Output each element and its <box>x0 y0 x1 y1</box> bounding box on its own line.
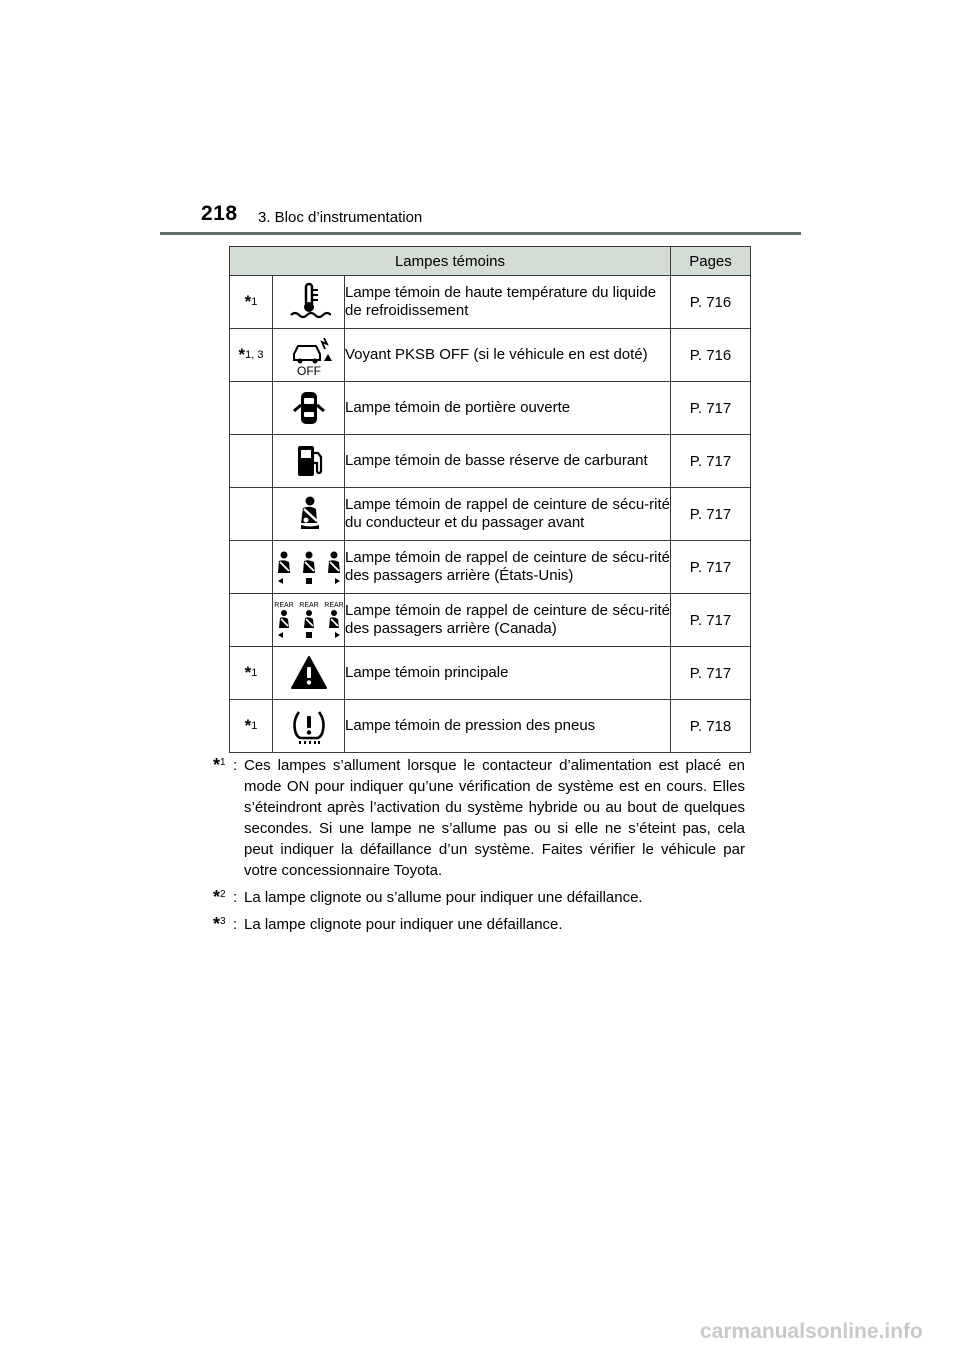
lamp-description: Lampe témoin de rappel de ceinture de sécu-rité des passagers arrière (Canada) <box>345 594 671 647</box>
footnote-1: *$^1$ : Ces lampes s’allument lorsque le contacteur d’alimentation est placé en mode ON pour indiquer qu’une vérification de système est en cours. Elles s’éteindront après l’activation du système hybride ou au bout de quelques secondes. Si une lampe ne s’allume pas ou si elle ne s’éteint pas, cela peut indiquer la défaillance d’un système. Faites vérifier le véhicule par votre concessionnaire Toyota. <box>213 755 745 881</box>
master-warning-icon <box>273 647 345 700</box>
page-reference: P. 718 <box>671 700 751 753</box>
tire-pressure-icon <box>273 700 345 753</box>
rear-seatbelts-canada-icon <box>273 594 345 647</box>
footnote-marker: *$^2$ <box>213 887 226 907</box>
footnote-ref <box>230 488 273 541</box>
table-row <box>230 647 751 700</box>
table-row <box>230 276 751 329</box>
table-header-row <box>230 247 751 276</box>
table-row <box>230 488 751 541</box>
page-reference: P. 717 <box>671 541 751 594</box>
pksb-off-icon <box>273 329 345 382</box>
svg-text:REAR: REAR <box>273 602 294 609</box>
lamp-description: Lampe témoin de pression des pneus <box>345 700 671 753</box>
lamp-description: Lampe témoin de rappel de ceinture de sécu-rité des passagers arrière (États-Unis) <box>345 541 671 594</box>
page-reference: P. 717 <box>671 594 751 647</box>
svg-text:OFF: OFF <box>296 364 321 376</box>
fuel-icon <box>273 435 345 488</box>
page-reference: P. 717 <box>671 435 751 488</box>
warning-lamps-table <box>229 246 751 753</box>
door-open-icon <box>273 382 345 435</box>
table-row <box>230 700 751 753</box>
watermark: carmanualsonline.info <box>700 1320 923 1343</box>
lamp-description: Lampe témoin de rappel de ceinture de sécu-rité du conducteur et du passager avant <box>345 488 671 541</box>
lamp-description: Lampe témoin principale <box>345 647 671 700</box>
footnotes <box>213 755 745 941</box>
lamp-description: Lampe témoin de portière ouverte <box>345 382 671 435</box>
page-reference: P. 716 <box>671 276 751 329</box>
footnote-ref <box>230 594 273 647</box>
footnote-text: La lampe clignote ou s’allume pour indiquer une défaillance. <box>244 889 643 906</box>
page-reference: P. 717 <box>671 488 751 541</box>
header-rule <box>160 232 801 235</box>
table-row <box>230 541 751 594</box>
table-row <box>230 329 751 382</box>
footnote-ref: *1 <box>230 700 273 753</box>
svg-text:REAR: REAR <box>298 602 319 609</box>
footnote-ref <box>230 382 273 435</box>
column-header-lamps: Lampes témoins <box>230 247 671 276</box>
rear-seatbelts-us-icon <box>273 541 345 594</box>
footnote-3: *$^3$ : La lampe clignote pour indiquer une défaillance. <box>213 914 745 935</box>
footnote-marker: *$^3$ <box>213 914 226 934</box>
footnote-ref: *1, 3 <box>230 329 273 382</box>
lamp-description: Lampe témoin de basse réserve de carburant <box>345 435 671 488</box>
footnote-ref <box>230 541 273 594</box>
section-title: 3. Bloc d’instrumentation <box>258 209 423 226</box>
footnote-ref: *1 <box>230 647 273 700</box>
page-reference: P. 717 <box>671 382 751 435</box>
footnote-marker: *$^1$ <box>213 755 226 775</box>
page-reference: P. 717 <box>671 647 751 700</box>
footnote-ref <box>230 435 273 488</box>
table-row <box>230 594 751 647</box>
table-row <box>230 382 751 435</box>
lamp-description: Voyant PKSB OFF (si le véhicule en est doté) <box>345 329 671 382</box>
coolant-temperature-icon <box>273 276 345 329</box>
lamp-description: Lampe témoin de haute température du liquide de refroidissement <box>345 276 671 329</box>
footnote-2: *$^2$ : La lampe clignote ou s’allume pour indiquer une défaillance. <box>213 887 745 908</box>
seatbelt-icon <box>273 488 345 541</box>
page-reference: P. 716 <box>671 329 751 382</box>
footnote-text: Ces lampes s’allument lorsque le contacteur d’alimentation est placé en mode ON pour indiquer qu’une vérification de système est en cours. Elles s’éteindront après l’activation du système hybride ou au bout de quelques secondes. Si une lampe ne s’allume pas ou si elle ne s’éteint pas, cela peut indiquer la défaillance d’un système. Faites vérifier le véhicule par votre concessionnaire Toyota. <box>244 757 745 879</box>
footnote-text: La lampe clignote pour indiquer une défaillance. <box>244 916 563 933</box>
svg-text:REAR: REAR <box>323 602 344 609</box>
footnote-ref: *1 <box>230 276 273 329</box>
page-number: 218 <box>201 202 238 225</box>
column-header-pages: Pages <box>671 247 751 276</box>
table-row <box>230 435 751 488</box>
